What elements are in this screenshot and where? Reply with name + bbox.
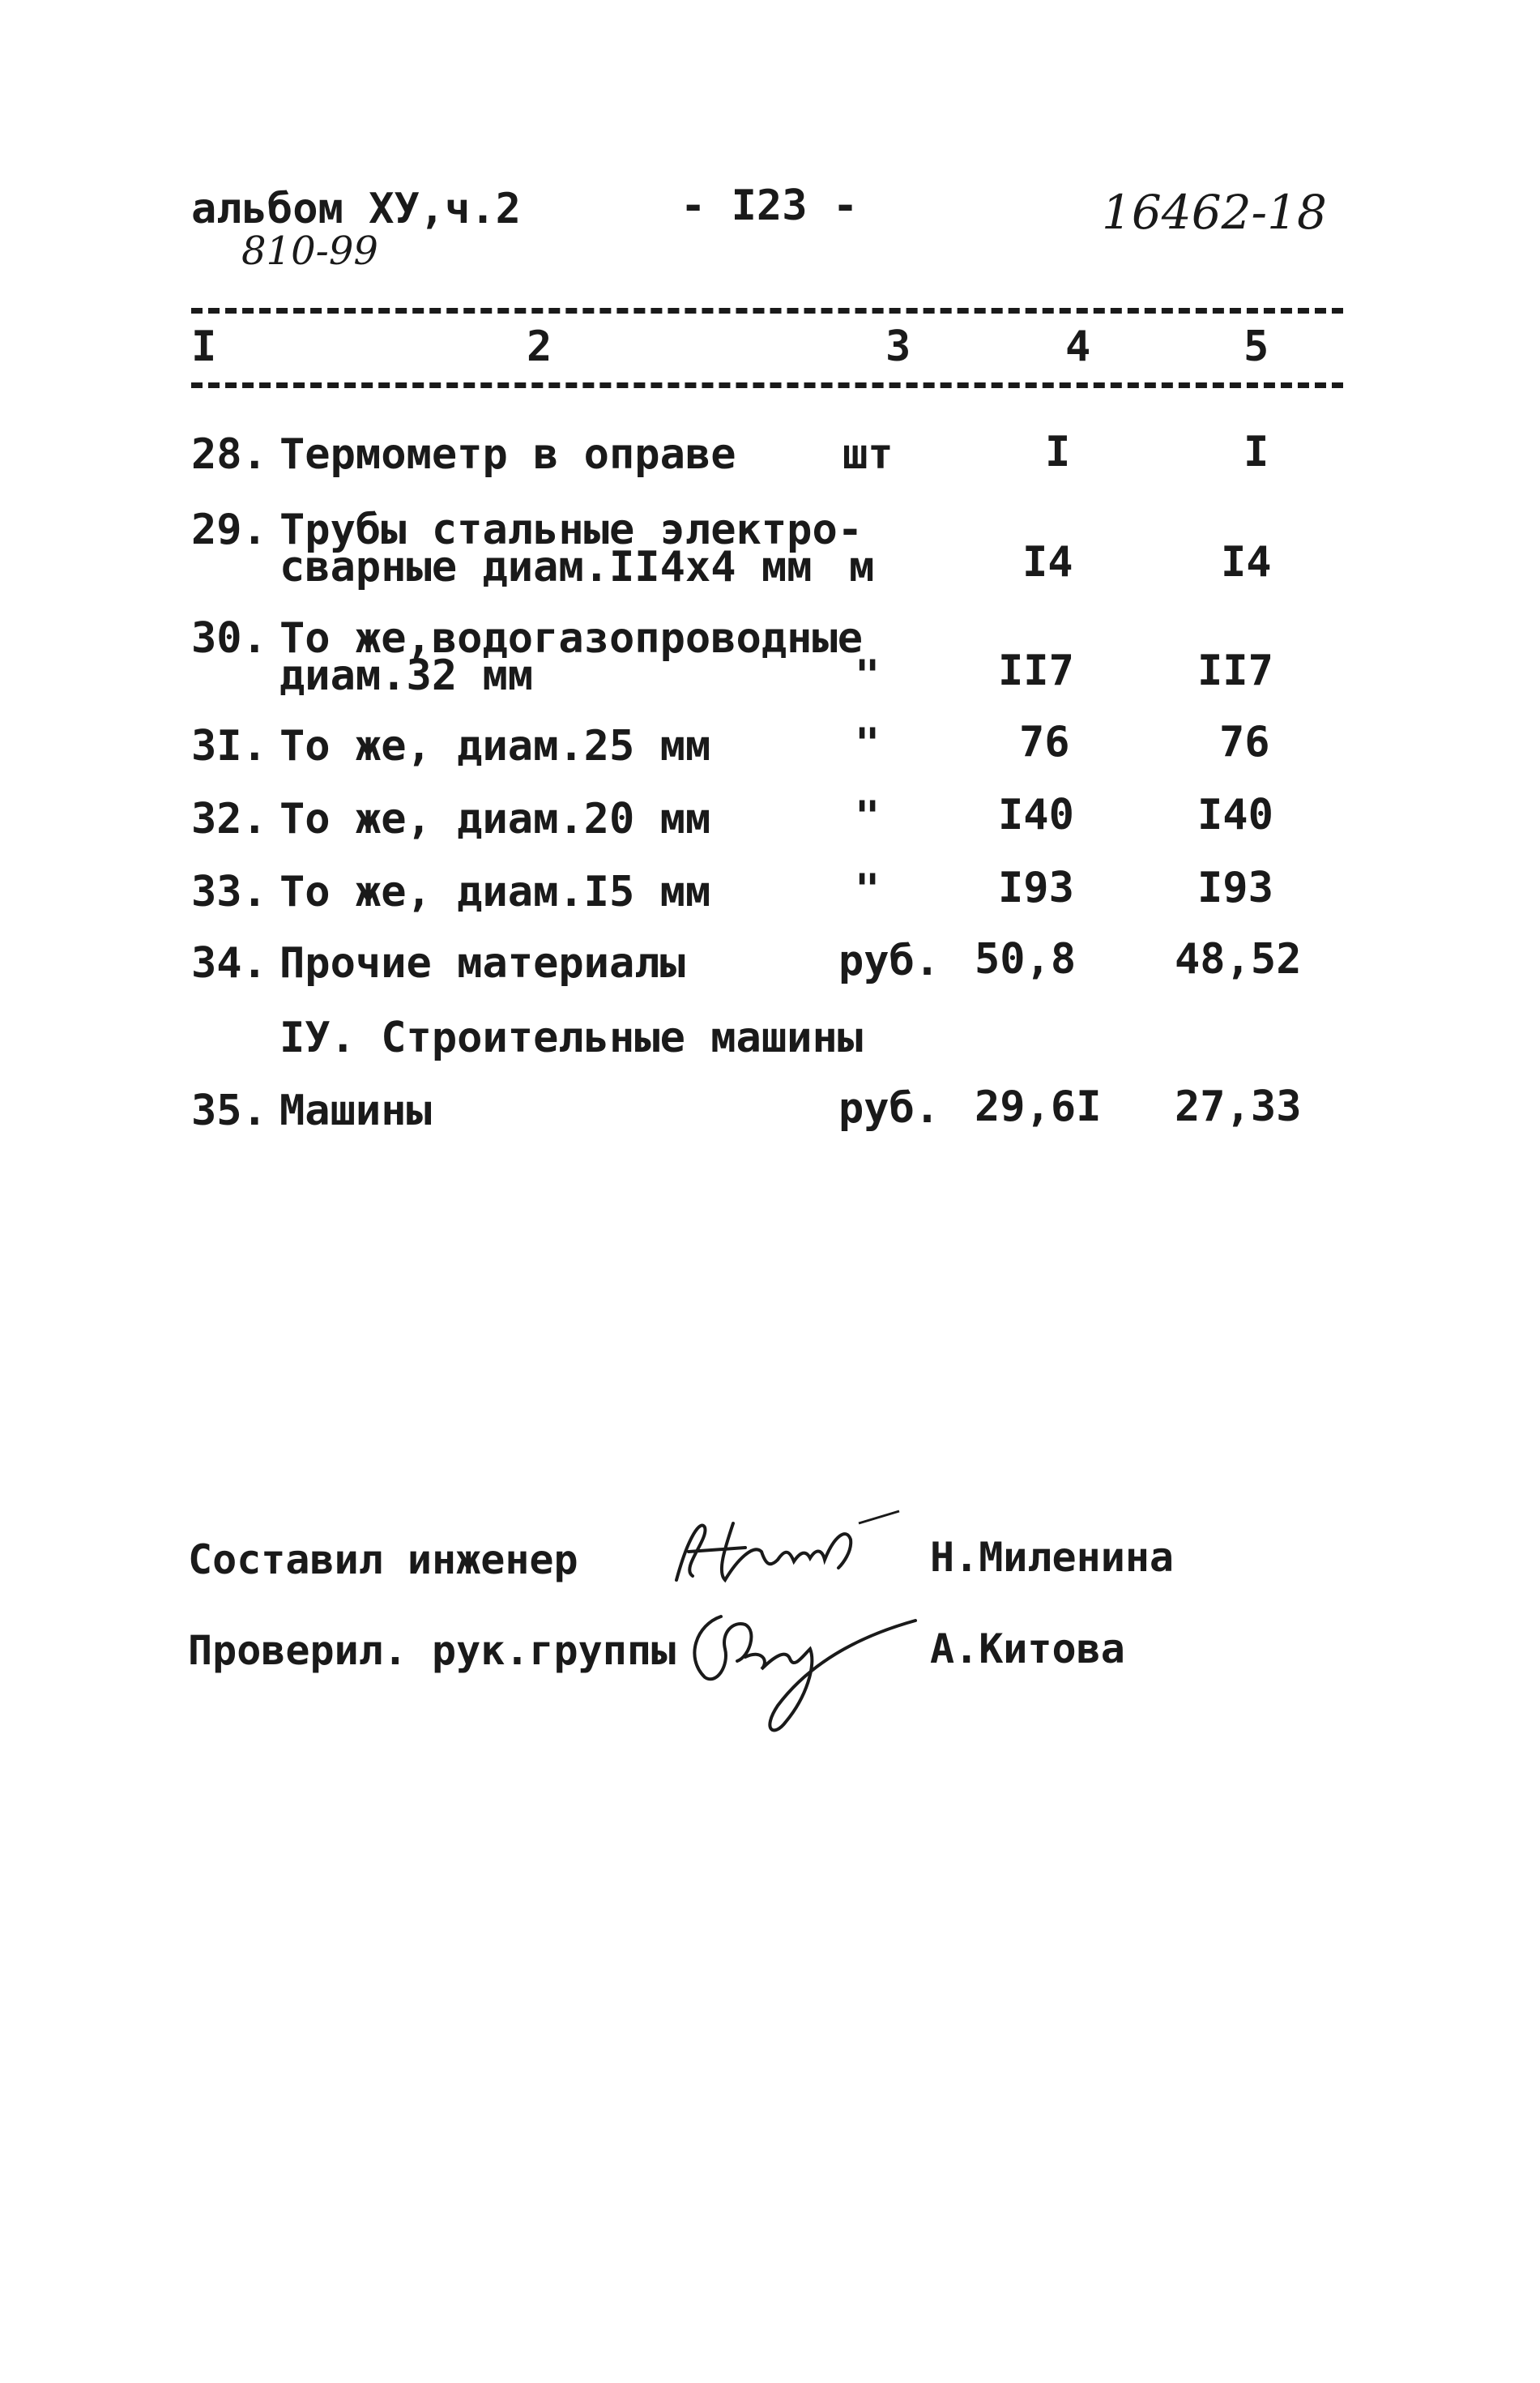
table-header-rule	[191, 382, 1343, 388]
row-number: 35.	[191, 1087, 267, 1135]
row-unit-ditto: "	[855, 651, 881, 700]
table-top-rule	[191, 308, 1343, 314]
checked-by-signature	[672, 1600, 932, 1746]
row-value-col5: 27,33	[1175, 1083, 1302, 1131]
column-header-3: 3	[885, 322, 911, 371]
row-number: 29.	[191, 506, 267, 554]
document-number-handwritten: 16462-18	[1102, 185, 1327, 240]
row-value-col5: I93	[1197, 864, 1273, 912]
row-number: 32.	[191, 795, 267, 843]
row-unit: руб.	[838, 937, 941, 985]
row-unit-ditto: "	[855, 720, 881, 768]
row-value-col4: I	[1045, 428, 1071, 476]
checked-by-name: А.Китова	[930, 1625, 1125, 1672]
row-description: То же, диам.I5 мм	[279, 868, 711, 916]
row-description-continued: сварные диам.II4х4 мм	[279, 543, 813, 591]
row-value-col5: 48,52	[1175, 935, 1302, 984]
row-value-col5: I40	[1197, 791, 1273, 839]
row-description: Трубы стальные электро-	[279, 506, 864, 554]
column-header-1: I	[191, 322, 217, 371]
compiled-by-signature	[656, 1503, 915, 1600]
page-number: - I23 -	[680, 182, 859, 230]
compiled-by-name: Н.Миленина	[930, 1534, 1175, 1581]
row-unit-ditto: "	[855, 865, 881, 914]
row-unit: руб.	[838, 1084, 941, 1133]
column-header-5: 5	[1244, 322, 1269, 371]
row-value-col4: 76	[1019, 718, 1070, 767]
row-value-col4: 29,6I	[975, 1083, 1102, 1131]
row-value-col5: II7	[1197, 647, 1273, 695]
compiled-by-label: Составил инженер	[188, 1536, 578, 1583]
album-label: альбом ХУ,ч.2	[191, 185, 521, 233]
row-value-col5: I4	[1221, 538, 1272, 587]
row-unit: м	[849, 543, 875, 591]
row-value-col4: I93	[998, 864, 1074, 912]
row-value-col4: 50,8	[975, 935, 1077, 984]
row-number: 34.	[191, 939, 267, 988]
column-header-4: 4	[1065, 322, 1091, 371]
row-description: Машины	[279, 1087, 432, 1135]
column-header-2: 2	[527, 322, 552, 371]
row-number: 3I.	[191, 722, 267, 771]
row-value-col5: 76	[1219, 718, 1270, 767]
row-description: То же,водогазопроводные	[279, 614, 864, 663]
row-description: То же, диам.25 мм	[279, 722, 711, 771]
row-description: Термометр в оправе	[279, 430, 736, 479]
row-number: 33.	[191, 868, 267, 916]
row-value-col5: I	[1244, 428, 1269, 476]
section-title: IУ. Строительные машины	[279, 1014, 864, 1062]
row-number: 28.	[191, 430, 267, 479]
album-handwritten-code: 810-99	[241, 228, 378, 274]
checked-by-label: Проверил. рук.группы	[188, 1627, 676, 1674]
row-unit-ditto: "	[855, 792, 881, 841]
row-description: То же, диам.20 мм	[279, 795, 711, 843]
row-value-col4: I40	[998, 791, 1074, 839]
row-unit: шт	[843, 430, 894, 479]
row-description: Прочие материалы	[279, 939, 685, 988]
row-value-col4: I4	[1022, 538, 1073, 587]
row-value-col4: II7	[998, 647, 1074, 695]
row-number: 30.	[191, 614, 267, 663]
row-description-continued: диам.32 мм	[279, 651, 534, 700]
